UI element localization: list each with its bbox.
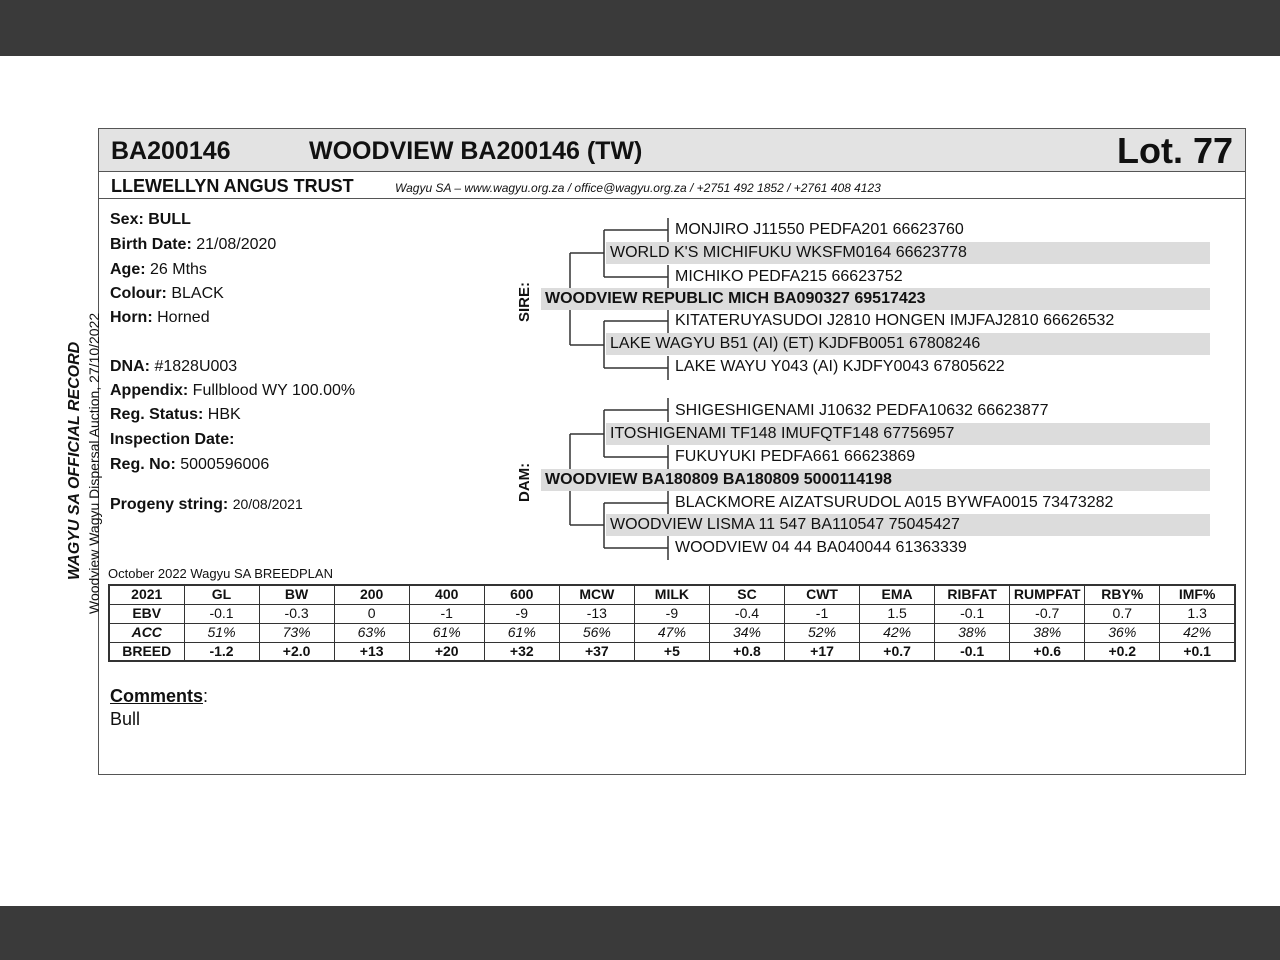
pedigree-sire-sire-sire: MONJIRO J11550 PEDFA201 66623760 xyxy=(675,221,964,238)
table-cell: 63% xyxy=(334,623,409,642)
table-cell: +0.7 xyxy=(860,642,935,661)
progeny-string-value: 20/08/2021 xyxy=(232,496,303,512)
animal-name: WOODVIEW BA200146 (TW) xyxy=(309,137,643,165)
reg-no-field xyxy=(110,456,269,474)
comments-heading: Comments: xyxy=(110,686,209,706)
table-row xyxy=(109,623,1235,642)
header-cell: MCW xyxy=(559,585,634,604)
lot-card xyxy=(98,128,1246,775)
table-cell: +0.8 xyxy=(709,642,784,661)
table-cell: +5 xyxy=(634,642,709,661)
row-label: EBV xyxy=(109,604,184,623)
pedigree-dam-sire-dam: FUKUYUKI PEDFA661 66623869 xyxy=(675,448,916,465)
table-cell: +2.0 xyxy=(259,642,334,661)
table-cell: +32 xyxy=(484,642,559,661)
bottom-dark-bar xyxy=(0,906,1280,960)
table-cell: -0.3 xyxy=(259,604,334,623)
table-cell: 61% xyxy=(484,623,559,642)
comments-body: Bull xyxy=(110,709,141,729)
dna-value: #1828U003 xyxy=(154,358,238,375)
table-cell: -1 xyxy=(785,604,860,623)
pedigree-dam-dam-dam: WOODVIEW 04 44 BA040044 61363339 xyxy=(675,539,967,556)
table-cell: +13 xyxy=(334,642,409,661)
table-cell: 47% xyxy=(634,623,709,642)
sale-label: Woodview Wagyu Dispersal Auction, 27/10/2022 xyxy=(86,312,102,614)
pedigree-sire-dam-sire: KITATERUYASUDOI J2810 HONGEN IMJFAJ2810 66626532 xyxy=(675,312,1115,329)
table-row xyxy=(109,642,1235,661)
pedigree-dam: WOODVIEW BA180809 BA180809 5000114198 xyxy=(541,469,1210,491)
row-label: ACC xyxy=(109,623,184,642)
table-cell: -0.4 xyxy=(709,604,784,623)
owner-bar xyxy=(99,173,1245,199)
inspection-date-label: Inspection Date: xyxy=(110,431,235,448)
sex-label: Sex: xyxy=(110,211,144,228)
table-cell: +0.6 xyxy=(1010,642,1085,661)
age-field xyxy=(110,261,207,279)
reg-no-label: Reg. No: xyxy=(110,456,176,473)
table-cell: 38% xyxy=(935,623,1010,642)
sex-value: BULL xyxy=(148,211,191,228)
pedigree-sire-dam-dam: LAKE WAYU Y043 (AI) KJDFY0043 67805622 xyxy=(675,358,1005,375)
reg-code: BA200146 xyxy=(111,137,231,165)
header-cell: 200 xyxy=(334,585,409,604)
header-cell: 400 xyxy=(409,585,484,604)
reg-status-field xyxy=(110,406,241,424)
table-cell: 1.5 xyxy=(860,604,935,623)
pedigree-dam-dam-sire: BLACKMORE AIZATSURUDOL A015 BYWFA0015 73473282 xyxy=(675,494,1114,511)
table-cell: -1 xyxy=(409,604,484,623)
header-cell: BW xyxy=(259,585,334,604)
pedigree-sire-dam: LAKE WAGYU B51 (AI) (ET) KJDFB0051 67808246 xyxy=(606,333,1210,355)
horn-label: Horn: xyxy=(110,309,153,326)
table-header-row xyxy=(109,585,1235,604)
age-label: Age: xyxy=(110,261,146,278)
birth-date-label: Birth Date: xyxy=(110,236,192,253)
horn-field xyxy=(110,309,210,327)
table-cell: +0.2 xyxy=(1085,642,1160,661)
table-cell: 36% xyxy=(1085,623,1160,642)
table-row xyxy=(109,604,1235,623)
lot-number: Lot. 77 xyxy=(1116,130,1233,171)
table-cell: 51% xyxy=(184,623,259,642)
table-cell: -0.1 xyxy=(935,604,1010,623)
pedigree-dam-sire: ITOSHIGENAMI TF148 IMUFQTF148 67756957 xyxy=(606,423,1210,445)
dna-label: DNA: xyxy=(110,358,150,375)
header-cell: SC xyxy=(709,585,784,604)
header-cell: MILK xyxy=(634,585,709,604)
reg-no-value: 5000596006 xyxy=(180,456,270,473)
comments-title: Comments xyxy=(110,686,204,706)
pedigree-sire-sire: WORLD K'S MICHIFUKU WKSFM0164 66623778 xyxy=(606,242,1210,264)
header-cell: RBY% xyxy=(1085,585,1160,604)
appendix-value: Fullblood WY 100.00% xyxy=(192,382,356,399)
table-cell: 61% xyxy=(409,623,484,642)
dam-label: DAM: xyxy=(516,462,533,502)
table-cell: 34% xyxy=(709,623,784,642)
header-cell: CWT xyxy=(785,585,860,604)
table-cell: 1.3 xyxy=(1160,604,1235,623)
pedigree-sire-sire-dam: MICHIKO PEDFA215 66623752 xyxy=(675,268,903,285)
header-cell: GL xyxy=(184,585,259,604)
reg-status-label: Reg. Status: xyxy=(110,406,204,423)
table-cell: -1.2 xyxy=(184,642,259,661)
table-cell: -0.1 xyxy=(184,604,259,623)
birth-date-field xyxy=(110,236,276,254)
horn-value: Horned xyxy=(157,309,210,326)
header-cell: 600 xyxy=(484,585,559,604)
table-cell: 56% xyxy=(559,623,634,642)
title-bar xyxy=(99,129,1245,172)
header-cell: IMF% xyxy=(1160,585,1235,604)
table-cell: -0.1 xyxy=(935,642,1010,661)
age-value: 26 Mths xyxy=(150,261,207,278)
colour-label: Colour: xyxy=(110,285,167,302)
colour-field xyxy=(110,285,224,303)
breedplan-table xyxy=(108,584,1236,662)
appendix-label: Appendix: xyxy=(110,382,189,399)
header-cell: EMA xyxy=(860,585,935,604)
pedigree-dam-sire-sire: SHIGESHIGENAMI J10632 PEDFA10632 66623877 xyxy=(675,402,1049,419)
table-cell: 52% xyxy=(785,623,860,642)
table-cell: 0 xyxy=(334,604,409,623)
top-dark-bar xyxy=(0,0,1280,56)
contact-line: Wagyu SA – www.wagyu.org.za / office@wagyu.org.za / +2751 492 1852 / +2761 408 4123 xyxy=(395,181,881,195)
birth-date-value: 21/08/2020 xyxy=(196,236,277,253)
appendix-field xyxy=(110,382,355,400)
header-cell: RIBFAT xyxy=(935,585,1010,604)
table-cell: +20 xyxy=(409,642,484,661)
owner-name: LLEWELLYN ANGUS TRUST xyxy=(111,176,354,196)
breedplan-title: October 2022 Wagyu SA BREEDPLAN xyxy=(108,566,333,581)
table-cell: 0.7 xyxy=(1085,604,1160,623)
table-cell: +37 xyxy=(559,642,634,661)
table-cell: -13 xyxy=(559,604,634,623)
table-cell: 42% xyxy=(860,623,935,642)
sex-field xyxy=(110,211,191,229)
row-label: BREED xyxy=(109,642,184,661)
table-cell: 73% xyxy=(259,623,334,642)
table-cell: +17 xyxy=(785,642,860,661)
pedigree-dam-dam: WOODVIEW LISMA 11 547 BA110547 75045427 xyxy=(606,514,1210,536)
table-cell: -9 xyxy=(484,604,559,623)
table-cell: +0.1 xyxy=(1160,642,1235,661)
table-cell: 42% xyxy=(1160,623,1235,642)
sire-label: SIRE: xyxy=(516,281,533,322)
inspection-date-field xyxy=(110,431,234,449)
official-record-label: WAGYU SA OFFICIAL RECORD xyxy=(66,341,83,580)
year-cell: 2021 xyxy=(109,585,184,604)
table-cell: -9 xyxy=(634,604,709,623)
progeny-string-field xyxy=(110,496,303,514)
pedigree-sire: WOODVIEW REPUBLIC MICH BA090327 69517423 xyxy=(541,288,1210,310)
header-cell: RUMPFAT xyxy=(1010,585,1085,604)
progeny-string-label: Progeny string: xyxy=(110,496,229,513)
table-cell: 38% xyxy=(1010,623,1085,642)
table-cell: -0.7 xyxy=(1010,604,1085,623)
reg-status-value: HBK xyxy=(207,406,241,423)
colour-value: BLACK xyxy=(171,285,224,302)
dna-field xyxy=(110,358,237,376)
